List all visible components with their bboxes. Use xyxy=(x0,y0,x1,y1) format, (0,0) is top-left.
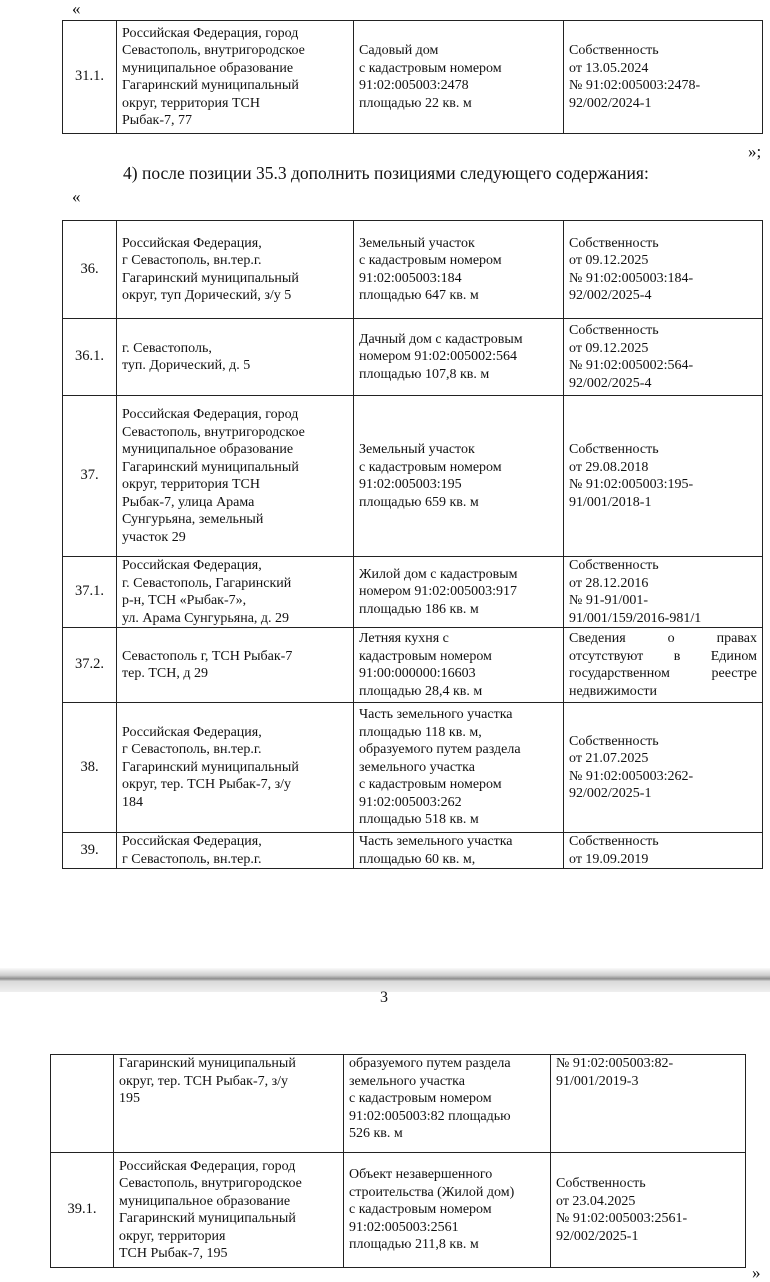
row-object: Летняя кухня с кадастровым номером 91:00:000000:16603 площадью 28,4 кв. м xyxy=(354,628,564,703)
row-right: Собственность от 28.12.2016 № 91-91/001- 91/001/159/2016-981/1 xyxy=(564,557,763,628)
row-number: 37.1. xyxy=(63,557,117,628)
row-number: 36. xyxy=(63,221,117,319)
row-address: Российская Федерация, г Севастополь, вн.тер.г. Гагаринский муниципальный округ, тер. ТСН Рыбак-7, з/у 184 xyxy=(117,703,354,833)
registry-table-main xyxy=(62,220,763,869)
registry-table-top xyxy=(62,20,763,134)
row-right: Собственность от 21.07.2025 № 91:02:005003:262- 92/002/2025-1 xyxy=(564,703,763,833)
open-quote-2: « xyxy=(72,187,81,206)
table-row xyxy=(63,21,763,134)
row-right: № 91:02:005003:82- 91/001/2019-3 xyxy=(551,1055,746,1153)
row-address: Российская Федерация, город Севастополь, внутригородское муниципальное образование Гагаринский муниципальный округ, территория ТСН Рыбак-7, 195 xyxy=(114,1153,344,1268)
row-address: Российская Федерация, город Севастополь, внутригородское муниципальное образование Гагаринский муниципальный округ, территория ТСН Рыбак-7, улица Арама Сунгурьяна, земельный участок 29 xyxy=(117,396,354,557)
row-address: Российская Федерация, г Севастополь, вн.тер.г. Гагаринский муниципальный округ, туп Дорический, з/у 5 xyxy=(117,221,354,319)
row-address: Российская Федерация, город Севастополь, внутригородское муниципальное образование Гагаринский муниципальный округ, территория ТСН Рыбак-7, 77 xyxy=(117,21,354,134)
row-number: 31.1. xyxy=(63,21,117,134)
row-object: Жилой дом с кадастровым номером 91:02:005003:917 площадью 186 кв. м xyxy=(354,557,564,628)
row-object: Земельный участок с кадастровым номером 91:02:005003:195 площадью 659 кв. м xyxy=(354,396,564,557)
close-quote: »; xyxy=(748,142,762,161)
table-row xyxy=(51,1153,746,1268)
table-row xyxy=(63,396,763,557)
table-row xyxy=(63,833,763,869)
table-row xyxy=(63,221,763,319)
row-right: Собственность от 23.04.2025 № 91:02:005003:2561- 92/002/2025-1 xyxy=(551,1153,746,1268)
row-object: Садовый дом с кадастровым номером 91:02:005003:2478 площадью 22 кв. м xyxy=(354,21,564,134)
row-address: Севастополь г, ТСН Рыбак-7 тер. ТСН, д 29 xyxy=(117,628,354,703)
row-number: 37. xyxy=(63,396,117,557)
row-object: образуемого путем раздела земельного участка с кадастровым номером 91:02:005003:82 площадью 526 кв. м xyxy=(344,1055,551,1153)
table-row xyxy=(63,628,763,703)
page-number: 3 xyxy=(380,989,388,1006)
row-right: Собственность от 19.09.2019 xyxy=(564,833,763,869)
row-object: Дачный дом с кадастровым номером 91:02:005002:564 площадью 107,8 кв. м xyxy=(354,319,564,396)
row-number: 36.1. xyxy=(63,319,117,396)
row-address: Гагаринский муниципальный округ, тер. ТСН Рыбак-7, з/у 195 xyxy=(114,1055,344,1153)
row-right: Собственность от 13.05.2024 № 91:02:005003:2478- 92/002/2024-1 xyxy=(564,21,763,134)
row-object: Часть земельного участка площадью 60 кв. м, xyxy=(354,833,564,869)
row-object: Земельный участок с кадастровым номером 91:02:005003:184 площадью 647 кв. м xyxy=(354,221,564,319)
registry-table-continued xyxy=(50,1054,746,1268)
row-number: 38. xyxy=(63,703,117,833)
row-number: 39. xyxy=(63,833,117,869)
table-row xyxy=(63,703,763,833)
amendment-paragraph: 4) после позиции 35.3 дополнить позициями следующего содержания: xyxy=(123,163,649,183)
row-right: Собственность от 09.12.2025 № 91:02:005002:564- 92/002/2025-4 xyxy=(564,319,763,396)
row-address: Российская Федерация, г. Севастополь, Гагаринский р-н, ТСН «Рыбак-7», ул. Арама Сунгурьяна, д. 29 xyxy=(117,557,354,628)
row-address: Российская Федерация, г Севастополь, вн.тер.г. xyxy=(117,833,354,869)
row-right: Собственность от 29.08.2018 № 91:02:005003:195- 91/001/2018-1 xyxy=(564,396,763,557)
row-number: 39.1. xyxy=(51,1153,114,1268)
row-object: Часть земельного участка площадью 118 кв. м, образуемого путем раздела земельного участка с кадастровым номером 91:02:005003:262 площадью 518 кв. м xyxy=(354,703,564,833)
table-row xyxy=(63,319,763,396)
table-row xyxy=(63,557,763,628)
row-address: г. Севастополь, туп. Дорический, д. 5 xyxy=(117,319,354,396)
row-number xyxy=(51,1055,114,1153)
end-quote: » xyxy=(752,1263,761,1282)
row-right: Сведения о правах отсутствуют в Едином государственном реестре недвижимости xyxy=(564,628,763,703)
row-number: 37.2. xyxy=(63,628,117,703)
open-quote: « xyxy=(72,0,81,18)
table-row xyxy=(51,1055,746,1153)
row-object: Объект незавершенного строительства (Жилой дом) с кадастровым номером 91:02:005003:2561 площадью 211,8 кв. м xyxy=(344,1153,551,1268)
row-right: Собственность от 09.12.2025 № 91:02:005003:184- 92/002/2025-4 xyxy=(564,221,763,319)
